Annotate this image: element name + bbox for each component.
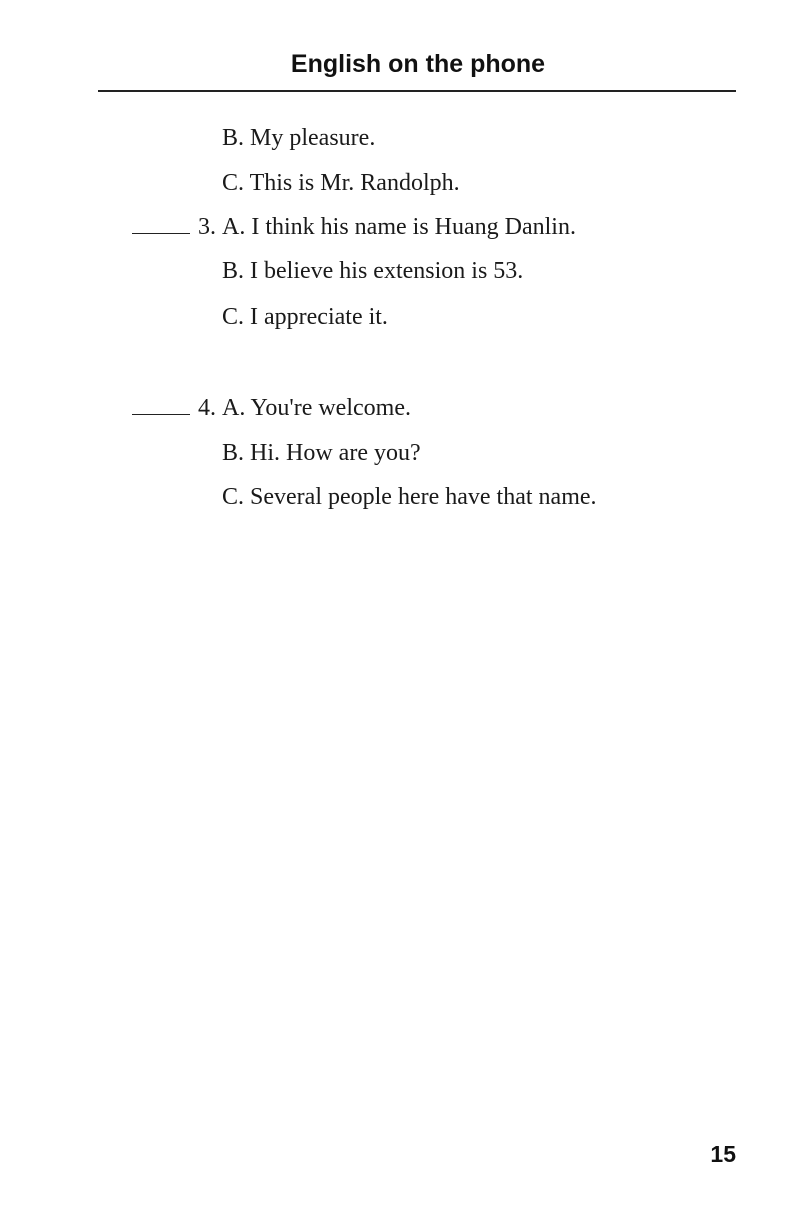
answer-blank-3[interactable]	[132, 233, 190, 234]
option-letter: B.	[222, 258, 245, 284]
option-text: My pleasure.	[250, 125, 376, 151]
page-number: 15	[710, 1141, 736, 1167]
option-text: I believe his extension is 53.	[250, 258, 524, 284]
option-text: Hi. How are you?	[250, 440, 421, 466]
question-3-option-b	[222, 256, 523, 286]
option-text: I appreciate it.	[250, 304, 388, 330]
option-text: Several people here have that name.	[250, 484, 597, 510]
header-divider	[98, 90, 736, 92]
question-number: 4.	[198, 395, 216, 421]
option-letter: C.	[222, 170, 245, 196]
answer-blank-4[interactable]	[132, 414, 190, 415]
question-number: 3.	[198, 214, 216, 240]
option-letter: B.	[222, 440, 245, 466]
question-3-option-a	[132, 212, 576, 242]
option-text: I think his name is Huang Danlin.	[251, 214, 576, 240]
page-header-title: English on the phone	[290, 50, 546, 78]
continued-option-b	[222, 123, 375, 153]
option-text: This is Mr. Randolph.	[249, 170, 460, 196]
option-text: You're welcome.	[250, 395, 411, 421]
question-4-option-a	[132, 393, 411, 423]
option-letter: C.	[222, 304, 245, 330]
question-4-option-c	[222, 482, 597, 512]
question-4-option-b	[222, 438, 421, 468]
option-letter: A.	[222, 395, 246, 421]
option-letter: B.	[222, 125, 245, 151]
question-3-option-c	[222, 302, 388, 332]
continued-option-c	[222, 168, 460, 198]
option-letter: C.	[222, 484, 245, 510]
option-letter: A.	[222, 214, 246, 240]
